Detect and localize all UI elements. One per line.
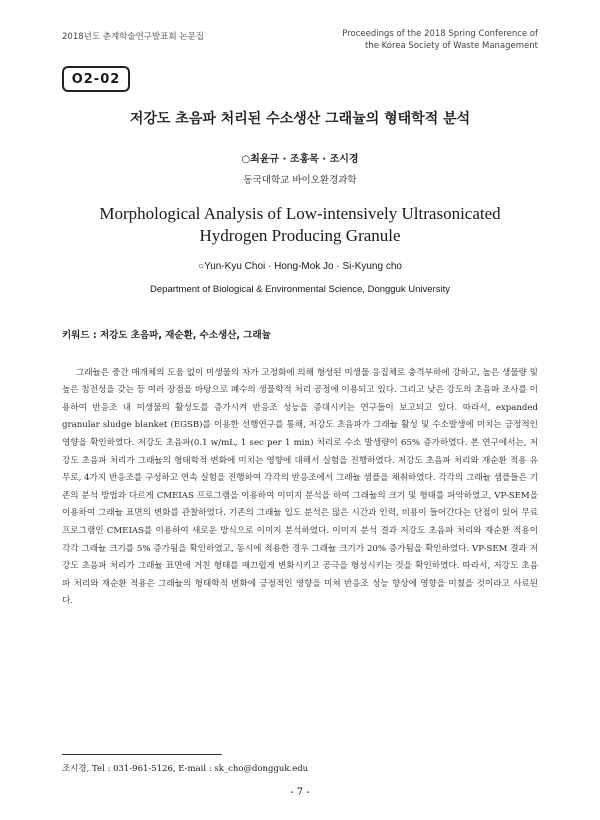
page-number: - 7 - [290, 787, 310, 798]
affiliation-korean: 동국대학교 바이오환경과학 [243, 175, 357, 186]
title-english-line1: Morphological Analysis of Low-intensively Ultrasonicated [99, 204, 501, 223]
corresponding-author-footnote: 조시경, Tel : 031-961-5126, E-mail : sk_cho@dongguk.edu [62, 764, 309, 774]
authors-english: ○Yun-Kyu Choi · Hong-Mok Jo · Si-Kyung cho [198, 261, 402, 272]
title-english [0, 203, 600, 247]
running-header-left: 2018년도 춘계학술연구발표회 논문집 [62, 32, 204, 42]
paper-code-badge: O2-02 [62, 66, 130, 92]
abstract-body: 그래뉼은 중간 매개체의 도움 없이 미생물의 자가 고정화에 의해 형성된 미생물 응집체로 충격부하에 강하고, 높은 생물량 및 높은 침전성을 갖는 등 여러 장점을 바탕으로 폐수의 생물학적 처리 공정에 이용되고 있다. 그리고 낮은 강도의 초음파 조사를 이용하여 반응조 내 미생물의 활성도를 증가시켜 반응조 성능을 증대시키는 연구들이 보고되고 있다. 따라서, expanded granular sludge blanket (EGSB)를 이용한 선행연구를 통해, 저강도 초음파가 그래뉼 활성 및 수소발생에 미치는 긍정적인 영향을 확인하였다. 저강도 초음파(0.1 w/mL, 1 sec per 1 min) 처리로 수소 발생량이 65% 증가하였다. 본 연구에서는, 저강도 초음파 처리가 그래뉼의 형태학적 변화에 미치는 영향에 대해서 실험을 진행하였다. 저강도 초음파 처리와 재순환 적용 유무로, 4가지 반응조를 구성하고 연속 실험을 진행하여 각각의 반응조에서 그래뉼 샘플을 채취하였다. 각각의 그래뉼 샘플들은 기존의 분석 방법과 다르게 CMEIAS 프로그램을 이용하여 이미지 분석을 하여 그래뉼의 크기 및 형태를 파악하였고, VP-SEM을 이용하여 그래뉼 표면의 변화를 관찰하였다. 기존의 그래뉼 입도 분석은 많은 시간과 인력, 비용이 들어간다는 단점이 있어 무료 프로그램인 CMEIAS를 이용하여 새로운 방식으로 이미지 분석하였다. 이미지 분석 결과 저강도 초음파 처리와 재순환 적용이 각각 그래뉼 크기를 5% 증가됨을 확인하였고, 동시에 적용한 경우 그래뉼 크기가 20% 증가됨을 확인하였다. VP-SEM 결과 저강도 초음파 처리가 그래뉼 표면에 거친 형태를 매끄럽게 변화시키고 공극을 형성시키는 것을 확인하였다. 따라서, 저강도 초음파 처리와 재순환 적용은 그래뉼의 형태학적 변화에 긍정적인 영향을 미쳐 반응조 성능 향상에 영향을 미쳤을 것이라고 사료된다. [62, 367, 538, 607]
title-korean: 저강도 초음파 처리된 수소생산 그래뉼의 형태학적 분석 [129, 111, 471, 127]
running-header-right [342, 29, 538, 52]
running-header-right-line1: Proceedings of the 2018 Spring Conference of [342, 29, 538, 39]
title-english-line2: Hydrogen Producing Granule [199, 226, 401, 245]
authors-korean: ○최윤규 · 조홍목 · 조시경 [241, 154, 359, 165]
running-header-right-line2: the Korea Society of Waste Management [364, 40, 538, 51]
keywords: 키워드 : 저강도 초음파, 재순환, 수소생산, 그래뉼 [62, 330, 271, 341]
footnote-divider [62, 754, 222, 755]
affiliation-english: Department of Biological & Environmental Science, Dongguk University [150, 284, 450, 295]
